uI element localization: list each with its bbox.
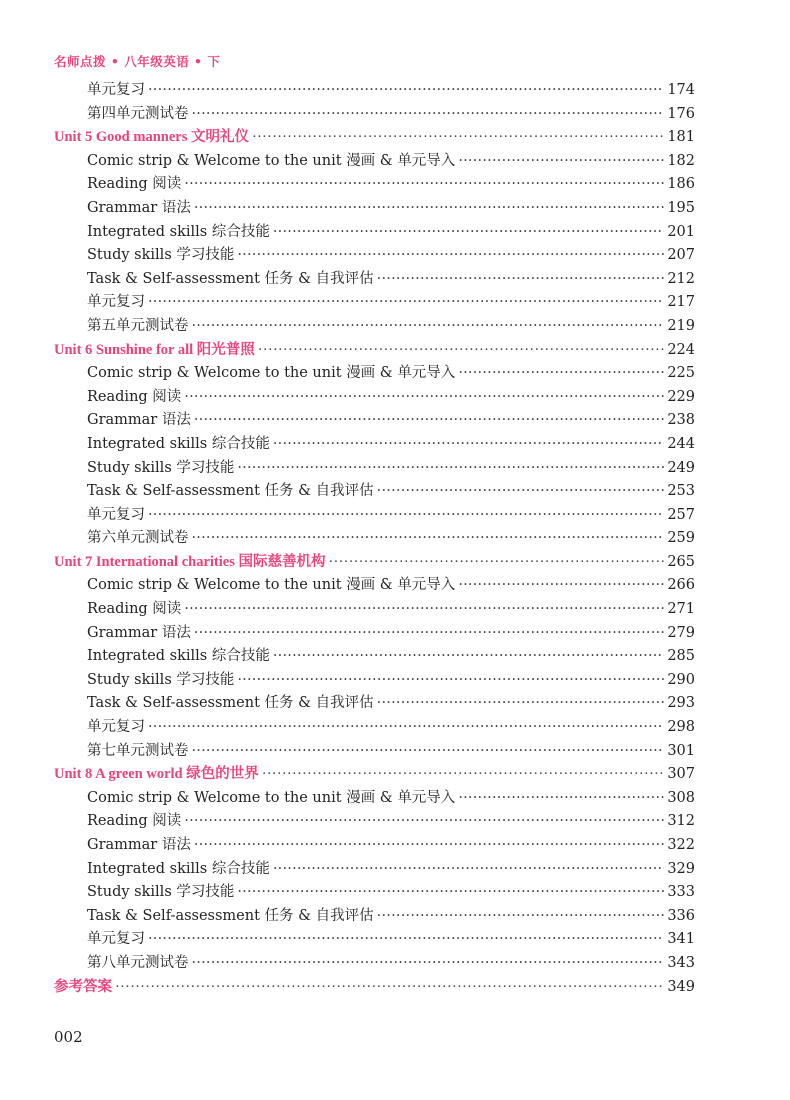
- toc-entry[interactable]: [54, 669, 695, 693]
- toc-entry-page: 343: [667, 954, 695, 971]
- dot-leader: [458, 362, 664, 386]
- toc-entry-page: 329: [667, 860, 695, 877]
- toc-entry-page: 285: [667, 648, 695, 665]
- dot-leader: [184, 598, 664, 622]
- toc-entry-page: 181: [667, 129, 695, 146]
- toc-entry[interactable]: [54, 834, 695, 858]
- dot-leader: [148, 79, 664, 103]
- toc-entry-page: 349: [667, 978, 695, 995]
- toc-entry[interactable]: [54, 268, 695, 292]
- dot-leader: [192, 103, 665, 127]
- toc-entry-label: 单元复习: [87, 294, 145, 311]
- toc-entry-label: Study skills 学习技能: [87, 884, 235, 901]
- toc-entry-label: Study skills 学习技能: [87, 459, 235, 476]
- toc-entry-page: 207: [667, 247, 695, 264]
- toc-unit-heading[interactable]: [54, 763, 695, 787]
- dot-leader: [237, 669, 664, 693]
- toc-entry-label: Task & Self-assessment 任务 & 自我评估: [87, 483, 374, 500]
- dot-leader: [184, 386, 664, 410]
- dot-leader: [252, 126, 664, 150]
- toc-entry[interactable]: [54, 409, 695, 433]
- answers-title: 参考答案: [54, 978, 112, 995]
- dot-leader: [458, 787, 664, 811]
- dot-leader: [328, 551, 664, 575]
- toc-entry-label: Task & Self-assessment 任务 & 自我评估: [87, 907, 374, 924]
- toc-entry-label: Comic strip & Welcome to the unit 漫画 & 单元导入: [87, 577, 456, 594]
- toc-unit-heading[interactable]: [54, 551, 695, 575]
- toc-entry-label: 第七单元测试卷: [87, 742, 189, 759]
- toc-entry[interactable]: [54, 173, 695, 197]
- toc-entry-label: Task & Self-assessment 任务 & 自我评估: [87, 270, 374, 287]
- toc-entry-page: 341: [667, 931, 695, 948]
- dot-leader: [458, 150, 664, 174]
- toc-entry[interactable]: [54, 740, 695, 764]
- toc-entry[interactable]: [54, 386, 695, 410]
- dot-leader: [273, 221, 664, 245]
- dot-leader: [458, 574, 664, 598]
- toc-entry[interactable]: [54, 79, 695, 103]
- toc-entry[interactable]: [54, 103, 695, 127]
- toc-entry[interactable]: [54, 858, 695, 882]
- toc-entry-page: 174: [667, 82, 695, 98]
- toc-entry-page: 279: [667, 624, 695, 641]
- toc-answers-heading[interactable]: [54, 976, 695, 1000]
- dot-leader: [377, 905, 665, 929]
- dot-leader: [184, 810, 664, 834]
- dot-leader: [192, 952, 665, 976]
- toc-entry[interactable]: [54, 598, 695, 622]
- toc-entry-label: Reading 阅读: [87, 601, 182, 618]
- unit-title: Unit 8 A green world 绿色的世界: [54, 766, 259, 783]
- toc-unit-heading[interactable]: [54, 126, 695, 150]
- toc-entry[interactable]: [54, 244, 695, 268]
- dot-leader: [237, 881, 664, 905]
- dot-leader: [184, 173, 664, 197]
- toc-entry-page: 238: [667, 412, 695, 429]
- toc-entry-page: 195: [667, 199, 695, 216]
- toc-entry-page: 244: [667, 435, 695, 452]
- dot-leader: [148, 504, 664, 528]
- toc-entry-label: 第四单元测试卷: [87, 105, 189, 122]
- dot-leader: [192, 527, 665, 551]
- toc-entry[interactable]: [54, 928, 695, 952]
- toc-entry-page: 217: [667, 294, 695, 311]
- toc-entry[interactable]: [54, 221, 695, 245]
- toc-entry-label: Reading 阅读: [87, 388, 182, 405]
- toc-entry-label: Grammar 语法: [87, 412, 191, 429]
- toc-entry-page: 312: [667, 813, 695, 830]
- toc-entry-page: 290: [667, 671, 695, 688]
- toc-unit-heading[interactable]: [54, 339, 695, 363]
- dot-leader: [148, 716, 664, 740]
- toc-entry[interactable]: [54, 197, 695, 221]
- toc-entry[interactable]: [54, 315, 695, 339]
- dot-leader: [273, 858, 664, 882]
- dot-leader: [194, 834, 664, 858]
- toc-entry-page: 224: [667, 341, 695, 358]
- toc-entry-label: Grammar 语法: [87, 624, 191, 641]
- dot-leader: [115, 976, 664, 1000]
- toc-entry[interactable]: [54, 645, 695, 669]
- toc-entry-label: Reading 阅读: [87, 813, 182, 830]
- dot-leader: [273, 645, 664, 669]
- dot-leader: [192, 315, 665, 339]
- dot-leader: [262, 763, 665, 787]
- toc-entry-label: Reading 阅读: [87, 176, 182, 193]
- toc-entry-page: 229: [667, 388, 695, 405]
- toc-entry-page: 298: [667, 719, 695, 736]
- toc-entry-page: 201: [667, 223, 695, 240]
- toc-entry[interactable]: [54, 150, 695, 174]
- dot-leader: [148, 928, 664, 952]
- dot-leader: [258, 339, 665, 363]
- toc-entry[interactable]: [54, 787, 695, 811]
- toc-entry-page: 225: [667, 365, 695, 382]
- toc-entry-page: 249: [667, 459, 695, 476]
- toc-entry-page: 253: [667, 483, 695, 500]
- toc-entry[interactable]: [54, 716, 695, 740]
- toc-entry-label: Grammar 语法: [87, 837, 191, 853]
- toc-entry-label: Integrated skills 综合技能: [87, 860, 270, 877]
- toc-entry-page: 266: [667, 577, 695, 594]
- toc-entry-label: Comic strip & Welcome to the unit 漫画 & 单元导入: [87, 365, 456, 382]
- toc-entry-label: 单元复习: [87, 82, 145, 98]
- dot-leader: [377, 480, 665, 504]
- dot-leader: [237, 244, 664, 268]
- dot-leader: [148, 291, 664, 315]
- dot-leader: [377, 268, 665, 292]
- toc-entry-page: 307: [667, 766, 695, 783]
- toc-entry-page: 265: [667, 553, 695, 570]
- toc-entry-label: Grammar 语法: [87, 199, 191, 216]
- unit-title: Unit 6 Sunshine for all 阳光普照: [54, 341, 255, 358]
- toc-entry-page: 186: [667, 176, 695, 193]
- toc-entry-page: 336: [667, 907, 695, 924]
- toc-entry-label: 单元复习: [87, 719, 145, 736]
- toc-entry-page: 257: [667, 506, 695, 523]
- toc-entry[interactable]: [54, 905, 695, 929]
- toc-entry-label: 单元复习: [87, 931, 145, 948]
- toc-entry-label: Integrated skills 综合技能: [87, 435, 270, 452]
- toc-entry-label: Study skills 学习技能: [87, 247, 235, 264]
- dot-leader: [194, 622, 664, 646]
- dot-leader: [194, 409, 664, 433]
- dot-leader: [273, 433, 664, 457]
- toc-entry-label: Integrated skills 综合技能: [87, 648, 270, 665]
- unit-title: Unit 7 International charities 国际慈善机构: [54, 553, 326, 570]
- toc-entry-page: 308: [667, 789, 695, 806]
- toc-entry[interactable]: [54, 952, 695, 976]
- toc-entry[interactable]: [54, 504, 695, 528]
- toc-entry[interactable]: [54, 810, 695, 834]
- toc-entry-page: 333: [667, 884, 695, 901]
- toc-entry[interactable]: [54, 480, 695, 504]
- toc-entry-page: 212: [667, 270, 695, 287]
- table-of-contents: [54, 79, 695, 999]
- toc-entry[interactable]: [54, 622, 695, 646]
- toc-entry-label: Integrated skills 综合技能: [87, 223, 270, 240]
- toc-entry-label: 第五单元测试卷: [87, 317, 189, 334]
- toc-entry-label: Comic strip & Welcome to the unit 漫画 & 单元导入: [87, 789, 456, 806]
- toc-entry-page: 301: [667, 742, 695, 759]
- toc-entry-label: 第八单元测试卷: [87, 954, 189, 971]
- toc-entry-page: 271: [667, 601, 695, 618]
- toc-entry-page: 182: [667, 152, 695, 169]
- dot-leader: [237, 457, 664, 481]
- toc-entry-label: Task & Self-assessment 任务 & 自我评估: [87, 695, 374, 712]
- toc-entry-page: 293: [667, 695, 695, 712]
- toc-entry[interactable]: [54, 457, 695, 481]
- dot-leader: [377, 692, 665, 716]
- toc-entry-page: 176: [667, 105, 695, 122]
- dot-leader: [194, 197, 664, 221]
- toc-entry-label: Comic strip & Welcome to the unit 漫画 & 单元导入: [87, 152, 456, 169]
- toc-entry-label: Study skills 学习技能: [87, 671, 235, 688]
- toc-entry-page: 322: [667, 837, 695, 853]
- toc-entry-label: 单元复习: [87, 506, 145, 523]
- toc-entry[interactable]: [54, 574, 695, 598]
- toc-entry[interactable]: [54, 527, 695, 551]
- running-head: 名师点拨 • 八年级英语 • 下: [54, 54, 221, 69]
- toc-entry[interactable]: [54, 692, 695, 716]
- toc-entry-page: 219: [667, 317, 695, 334]
- unit-title: Unit 5 Good manners 文明礼仪: [54, 129, 249, 146]
- toc-entry-page: 259: [667, 530, 695, 547]
- dot-leader: [192, 740, 665, 764]
- toc-entry[interactable]: [54, 362, 695, 386]
- toc-entry[interactable]: [54, 433, 695, 457]
- toc-entry[interactable]: [54, 291, 695, 315]
- toc-entry-label: 第六单元测试卷: [87, 530, 189, 547]
- toc-entry[interactable]: [54, 881, 695, 905]
- page-number: 002: [54, 1028, 83, 1046]
